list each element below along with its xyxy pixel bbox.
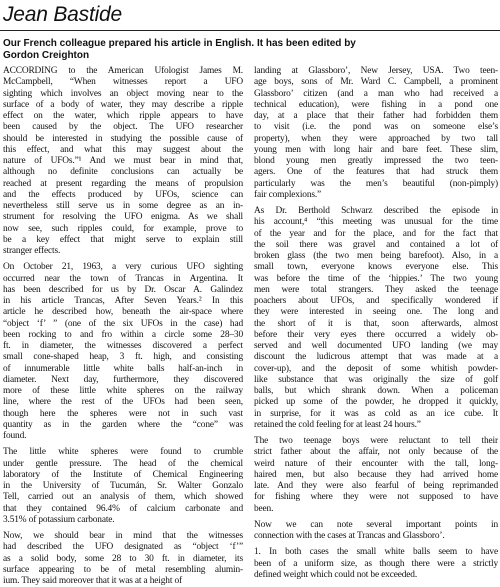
text-line: and the effects produced by UFOs, science can — [3, 189, 243, 200]
text-line: particularly was the men’s beautiful (non-pimply) — [254, 178, 498, 189]
text-line: fair complexions.” — [254, 189, 322, 200]
text-line: now see, such ripples could, for example, prove to — [3, 223, 243, 234]
text-line: in surprise, for it was as cold as an ice cube. It — [254, 408, 498, 419]
text-line: quantity as in the garden where the “cone” was — [3, 419, 243, 430]
intro-line: Our French colleague prepared his article in English. It has been edited by — [3, 38, 356, 49]
text-line: been. — [254, 503, 274, 514]
text-line: late. And they were also fearful of being reprimanded — [254, 481, 498, 491]
text-line: this effect, and what this may suggest about the — [3, 144, 243, 155]
right-column — [254, 66, 498, 581]
text-line: before their very eyes there occurred a widely ob- — [254, 329, 498, 340]
text-line: agers. One of the features that had struck them — [254, 167, 498, 178]
text-line: surface of a body of water, they may describe a ripple — [3, 99, 243, 110]
text-line: although no definite conclusions can actually be — [3, 167, 243, 178]
text-line: broken glass (the two men being barefoot). Also, in a — [254, 251, 498, 261]
text-line: served and well documented UFO landing (we may — [254, 341, 498, 351]
text-line: picked up some of the powder, he dropped it quickly, — [254, 397, 498, 408]
text-line: has been described for us by Dr. Oscar A. Galindez — [3, 284, 243, 295]
text-line: haired men, but also because they had arrived home — [254, 469, 498, 480]
text-line: The two teenage boys were reluctant to tell their — [254, 436, 498, 446]
text-line: sighting which involves an object moving near to the — [3, 88, 243, 99]
text-line: found. — [3, 431, 27, 441]
text-line: more of these little white spheres on the railway — [3, 386, 243, 396]
text-line: under gentle pressure. The head of the chemical — [3, 458, 243, 469]
text-line: connection with the cases at Trancas and Glassboro’. — [254, 531, 445, 541]
text-line: been rocking to and fro within a circle some 28–30 — [3, 329, 243, 340]
text-line: landing at Glassboro’, New Jersey, USA. Two teen- — [254, 66, 498, 76]
text-line: Now we can note several important points in — [254, 519, 498, 530]
intro-line: Gordon Creighton — [3, 50, 90, 61]
text-line: The little white spheres were found to crumble — [3, 447, 243, 458]
text-line: occurred near the town of Trancas in Argentina. It — [3, 273, 243, 284]
text-line: men were total strangers. They asked the teenage — [254, 284, 498, 295]
text-line: 3.51% of potassium carbonate. — [3, 514, 115, 525]
left-column — [3, 66, 243, 587]
text-line: stranger effects. — [3, 246, 61, 256]
text-line: cover-up), and the deposit of some whitish powder- — [254, 363, 498, 374]
author-heading: Jean Bastide — [3, 3, 123, 26]
text-line: weird nature of their encounter with the tall, long- — [254, 458, 498, 469]
text-line: had described the UFO designated as “object ‘f’” — [3, 542, 243, 553]
text-line: been caused by the object. The UFO researcher — [3, 122, 243, 133]
text-line: 1. In both cases the small white balls seem to have — [254, 547, 498, 558]
text-line: they were interested in seeing one. The long and — [254, 307, 498, 318]
text-line: line, where the rest of the UFOs had been seen, — [3, 397, 243, 408]
text-line: in the University of Tucumán, Sr. Walter Gonzalo — [3, 481, 243, 491]
text-line: to visit (i.e. the pond was on someone else’s — [254, 122, 498, 133]
text-line: balls, but which shrank down. When a policeman — [254, 386, 498, 396]
text-line: young men with long hair and bare feet. These slim, — [254, 144, 498, 155]
text-line: day, at a place that their father had forbidden them — [254, 111, 498, 121]
text-line: technical education), were fishing in a pond one — [254, 99, 498, 110]
text-line: nature of UFOs.”¹ And we must bear in mind that, — [3, 156, 243, 166]
text-line: was before the time of the ‘hippies.’ The two young — [254, 273, 498, 284]
intro-note — [3, 38, 463, 62]
text-line: though here the spheres were not in such vast — [3, 408, 243, 419]
text-line: Glassboro’ citizen (and a man who had received a — [254, 88, 498, 99]
text-line: surface appearing to be of metal resembling alumin- — [3, 564, 243, 575]
text-line: ACCORDING to the American Ufologist James M. — [3, 66, 243, 76]
text-line: defined weight which could not be exceeded. — [254, 569, 418, 580]
text-line: “object ‘f’ ” (one of the six UFOs in the case) had — [3, 318, 243, 329]
text-line: McCampbell, “When witnesses report a UFO — [3, 77, 243, 88]
text-line: As Dr. Berthold Schwarz described the episode in — [254, 206, 498, 216]
header-rule — [0, 30, 500, 31]
text-line: been of a uniform size, as though there were a strictly — [254, 558, 498, 569]
text-line: diameter. Next day, furthermore, they discovered — [3, 374, 243, 385]
text-line: in his article Trancas, After Seven Years.² In this — [3, 296, 243, 306]
text-line: the soil there was gravel and contained a lot of — [254, 239, 498, 250]
text-line: small town, everyone knows everyone else. This — [254, 262, 498, 273]
text-line: age boys, sons of Mr. Ward C. Campbell, a prominent — [254, 77, 498, 88]
text-line: for fishing where they were not supposed to have — [254, 492, 498, 503]
text-line: strument for resolving the UFO enigma. As we shall — [3, 212, 243, 223]
text-line: Tell, carried out an analysis of them, which showed — [3, 492, 243, 503]
text-line: be a key effect that might serve to explain still — [3, 234, 243, 245]
text-line: Now, we should bear in mind that the witnesses — [3, 531, 243, 541]
text-line: property), when they were approached by two tall — [254, 133, 498, 144]
text-line: his account,⁴ “this meeting was unusual for the time — [254, 217, 498, 228]
text-line: of the year and for the place, and for the fact that — [254, 228, 498, 239]
text-line: discount the ludicrous attempt that was made at a — [254, 352, 498, 363]
text-line: of innumerable little white balls half-an-inch in — [3, 363, 243, 374]
text-line: the short of it is that, soon afterwards, almost — [254, 318, 498, 329]
text-line: article he described how, beneath the air-space where — [3, 307, 243, 318]
text-line: nevertheless still serve us in some degree as an in- — [3, 201, 243, 211]
text-line: blond young men greatly impressed the two teen- — [254, 156, 498, 166]
text-line: strict father about the affair, not only because of the — [254, 447, 498, 458]
text-line: ft. in diameter, the witnesses discovered a perfect — [3, 341, 243, 351]
text-line: reached at present regarding the means of propulsion — [3, 178, 243, 189]
text-line: should be interested in studying the possible cause of — [3, 133, 243, 144]
text-line: as a solid body, some 28 to 30 ft. in diameter, its — [3, 553, 243, 564]
text-line: that they contained 96.4% of calcium carbonate and — [3, 503, 243, 514]
text-line: On October 21, 1963, a very curious UFO sighting — [3, 262, 243, 273]
text-line: laboratory of the Institute of Chemical Engineering — [3, 469, 243, 480]
text-line: effect on the water, which ripple appears to have — [3, 111, 243, 121]
text-line: small cone-shaped heap, 3 ft. high, and consisting — [3, 352, 243, 363]
text-line: retained the cold feeling for at least 24 hours.” — [254, 419, 421, 430]
text-line: poachers about UFOs, and specifically wondered if — [254, 296, 498, 306]
text-line: ium. They said moreover that it was at a height of — [3, 576, 182, 586]
text-line: like substance that was originally the size of golf — [254, 374, 498, 385]
